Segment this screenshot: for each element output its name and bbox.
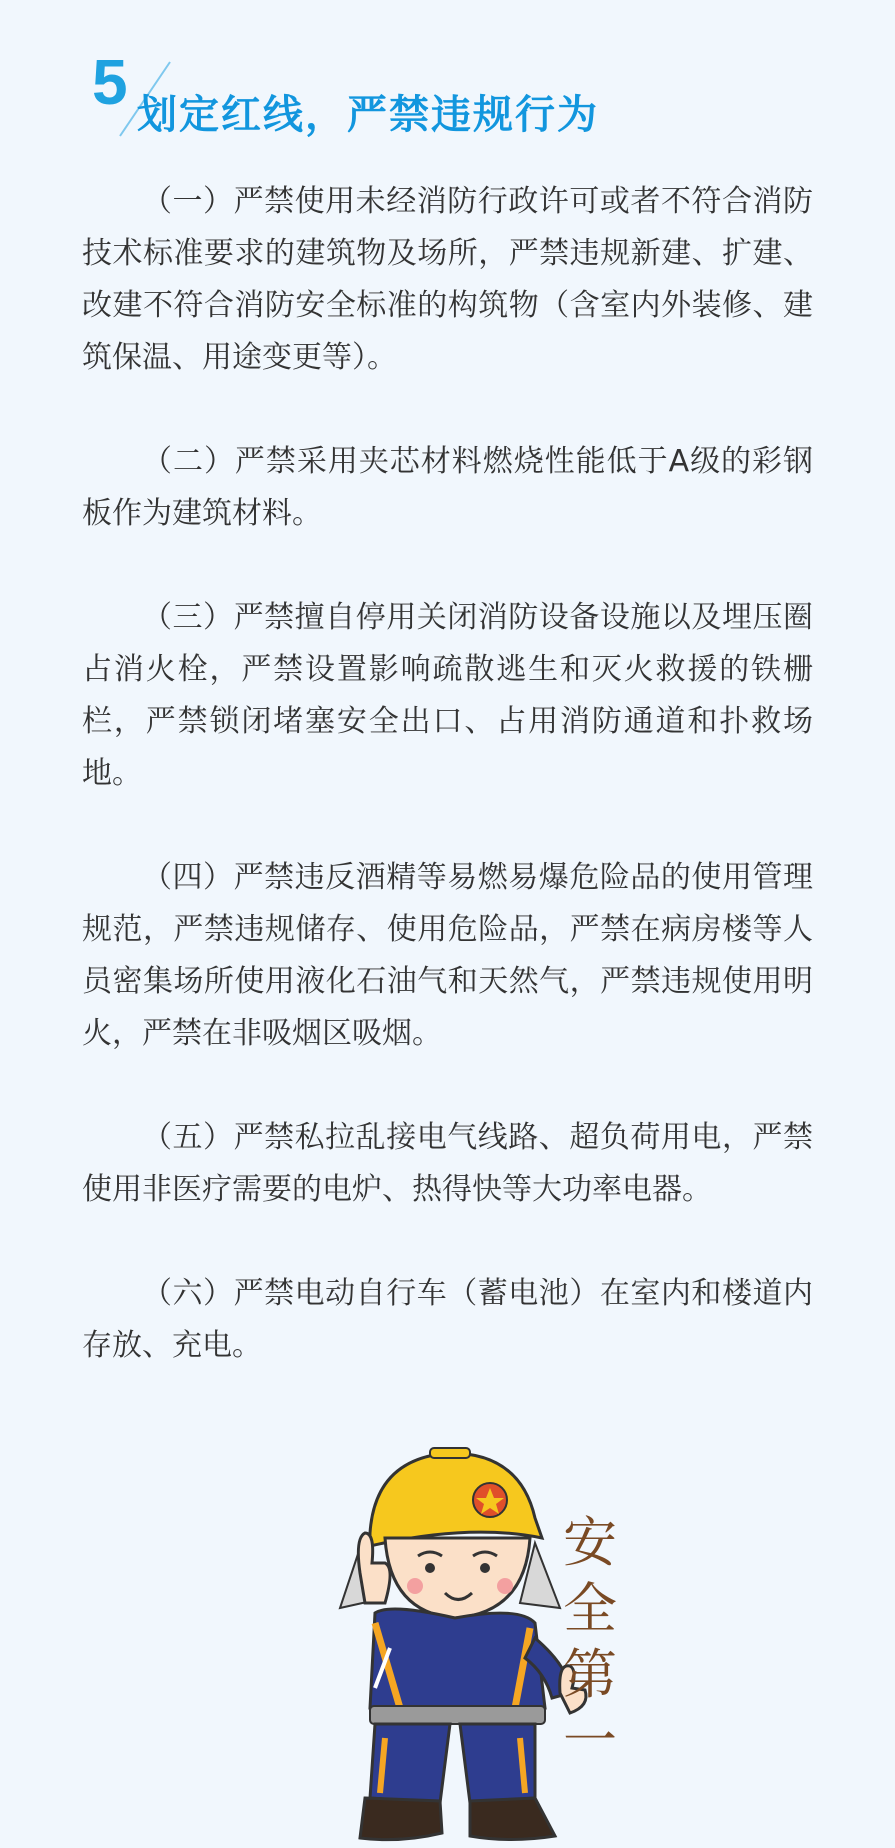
rule-paragraph-5: （五）严禁私拉乱接电气线路、超负荷用电，严禁使用非医疗需要的电炉、热得快等大功率电器。: [82, 1120, 813, 1207]
section-number: 5: [92, 46, 128, 118]
slogan-char-2: 全: [563, 1577, 617, 1640]
section-title: 划定红线，严禁违规行为: [137, 92, 599, 138]
slogan-char-1: 安: [563, 1511, 617, 1574]
rule-paragraph-2: （二）严禁采用夹芯材料燃烧性能低于A级的彩钢板作为建筑材料。: [82, 444, 813, 531]
slogan-char-3: 第: [563, 1643, 617, 1706]
slogan-safety-first: [545, 1510, 635, 1774]
rule-paragraph-6: （六）严禁电动自行车（蓄电池）在室内和楼道内存放、充电。: [82, 1276, 813, 1363]
rule-paragraph-4: （四）严禁违反酒精等易燃易爆危险品的使用管理规范，严禁违规储存、使用危险品，严禁在病房楼等人员密集场所使用液化石油气和天然气，严禁违规使用明火，严禁在非吸烟区吸烟。: [82, 860, 813, 1051]
rule-paragraph-1: （一）严禁使用未经消防行政许可或者不符合消防技术标准要求的建筑物及场所，严禁违规新建、扩建、改建不符合消防安全标准的构筑物（含室内外装修、建筑保温、用途变更等）。: [82, 184, 813, 375]
rule-paragraph-3: （三）严禁擅自停用关闭消防设备设施以及埋压圈占消火栓，严禁设置影响疏散逃生和灭火救援的铁栅栏，严禁锁闭堵塞安全出口、占用消防通道和扑救场地。: [82, 600, 813, 791]
slogan-char-4: 一: [563, 1709, 617, 1772]
rules-list: [82, 176, 813, 1424]
section-header: [92, 46, 792, 145]
